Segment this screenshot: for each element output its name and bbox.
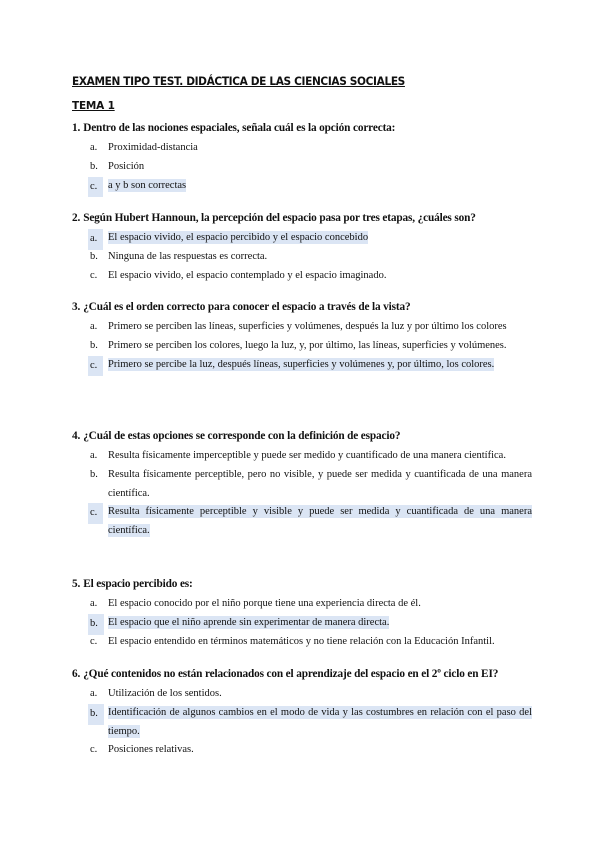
option-c-correct: c. a y b son correctas: [72, 177, 532, 196]
option-list: [72, 318, 532, 374]
question-text: 1. Dentro de las nociones espaciales, señala cuál es la opción correcta:: [72, 122, 396, 134]
option-c-correct: c. Primero se percibe la luz, después líneas, superficies y volúmenes y, por último, los colores.: [72, 356, 532, 375]
question-1: [72, 120, 532, 195]
question-4: [72, 428, 532, 541]
option-list: [72, 139, 532, 195]
option-a: a. Proximidad-distancia: [90, 142, 198, 153]
option-c: c. El espacio entendido en términos matemáticos y no tiene relación con la Educación Infantil.: [90, 635, 495, 647]
question-5: [72, 576, 532, 651]
question-text: 5. El espacio percibido es:: [72, 578, 193, 590]
option-b-correct: b. Identificación de algunos cambios en el modo de vida y las costumbres en relación con el paso del tiempo.: [72, 704, 532, 742]
option-a-correct: a. El espacio vivido, el espacio percibido y el espacio concebido: [72, 229, 532, 248]
option-list: [72, 685, 532, 760]
option-b: b. Resulta físicamente perceptible, pero no visible, y puede ser medida y cuantificada de una manera científica.: [90, 468, 532, 499]
option-b: b. Primero se perciben los colores, luego la luz, y, por último, las líneas, superficies y volúmenes.: [90, 339, 507, 351]
question-6: [72, 666, 532, 760]
option-b: b. Posición: [90, 160, 145, 172]
option-b-correct: b. El espacio que el niño aprende sin experimentar de manera directa.: [72, 614, 532, 633]
option-list: [72, 229, 532, 285]
question-text: 6. ¿Qué contenidos no están relacionados con el aprendizaje del espacio en el 2º ciclo en EI?: [72, 668, 499, 680]
question-text: 2. Según Hubert Hannoun, la percepción del espacio pasa por tres etapas, ¿cuáles son?: [72, 212, 476, 224]
option-c-correct: c. Resulta físicamente perceptible y visible y puede ser medida y cuantificada de una manera científica.: [72, 503, 532, 541]
option-c: c. Posiciones relativas.: [90, 744, 194, 756]
option-b: b. Ninguna de las respuestas es correcta.: [90, 250, 268, 262]
option-list: [72, 595, 532, 651]
document-title: EXAMEN TIPO TEST. DIDÁCTICA DE LAS CIENCIAS SOCIALES: [72, 74, 405, 88]
question-text: 3. ¿Cuál es el orden correcto para conocer el espacio a través de la vista?: [72, 301, 411, 313]
option-c: c. El espacio vivido, el espacio contemplado y el espacio imaginado.: [90, 269, 387, 281]
option-a: a. Primero se perciben las líneas, superficies y volúmenes, después la luz y por último los colores: [90, 321, 507, 332]
option-list: [72, 447, 532, 541]
section-heading: TEMA 1: [72, 100, 115, 112]
option-a: a. Utilización de los sentidos.: [90, 688, 222, 699]
option-a: a. Resulta físicamente imperceptible y puede ser medido y cuantificado de una manera científica.: [90, 450, 506, 461]
question-3: [72, 299, 532, 374]
question-text: 4. ¿Cuál de estas opciones se corresponde con la definición de espacio?: [72, 430, 401, 442]
option-a: a. El espacio conocido por el niño porque tiene una experiencia directa de él.: [90, 598, 421, 609]
question-2: [72, 210, 532, 285]
